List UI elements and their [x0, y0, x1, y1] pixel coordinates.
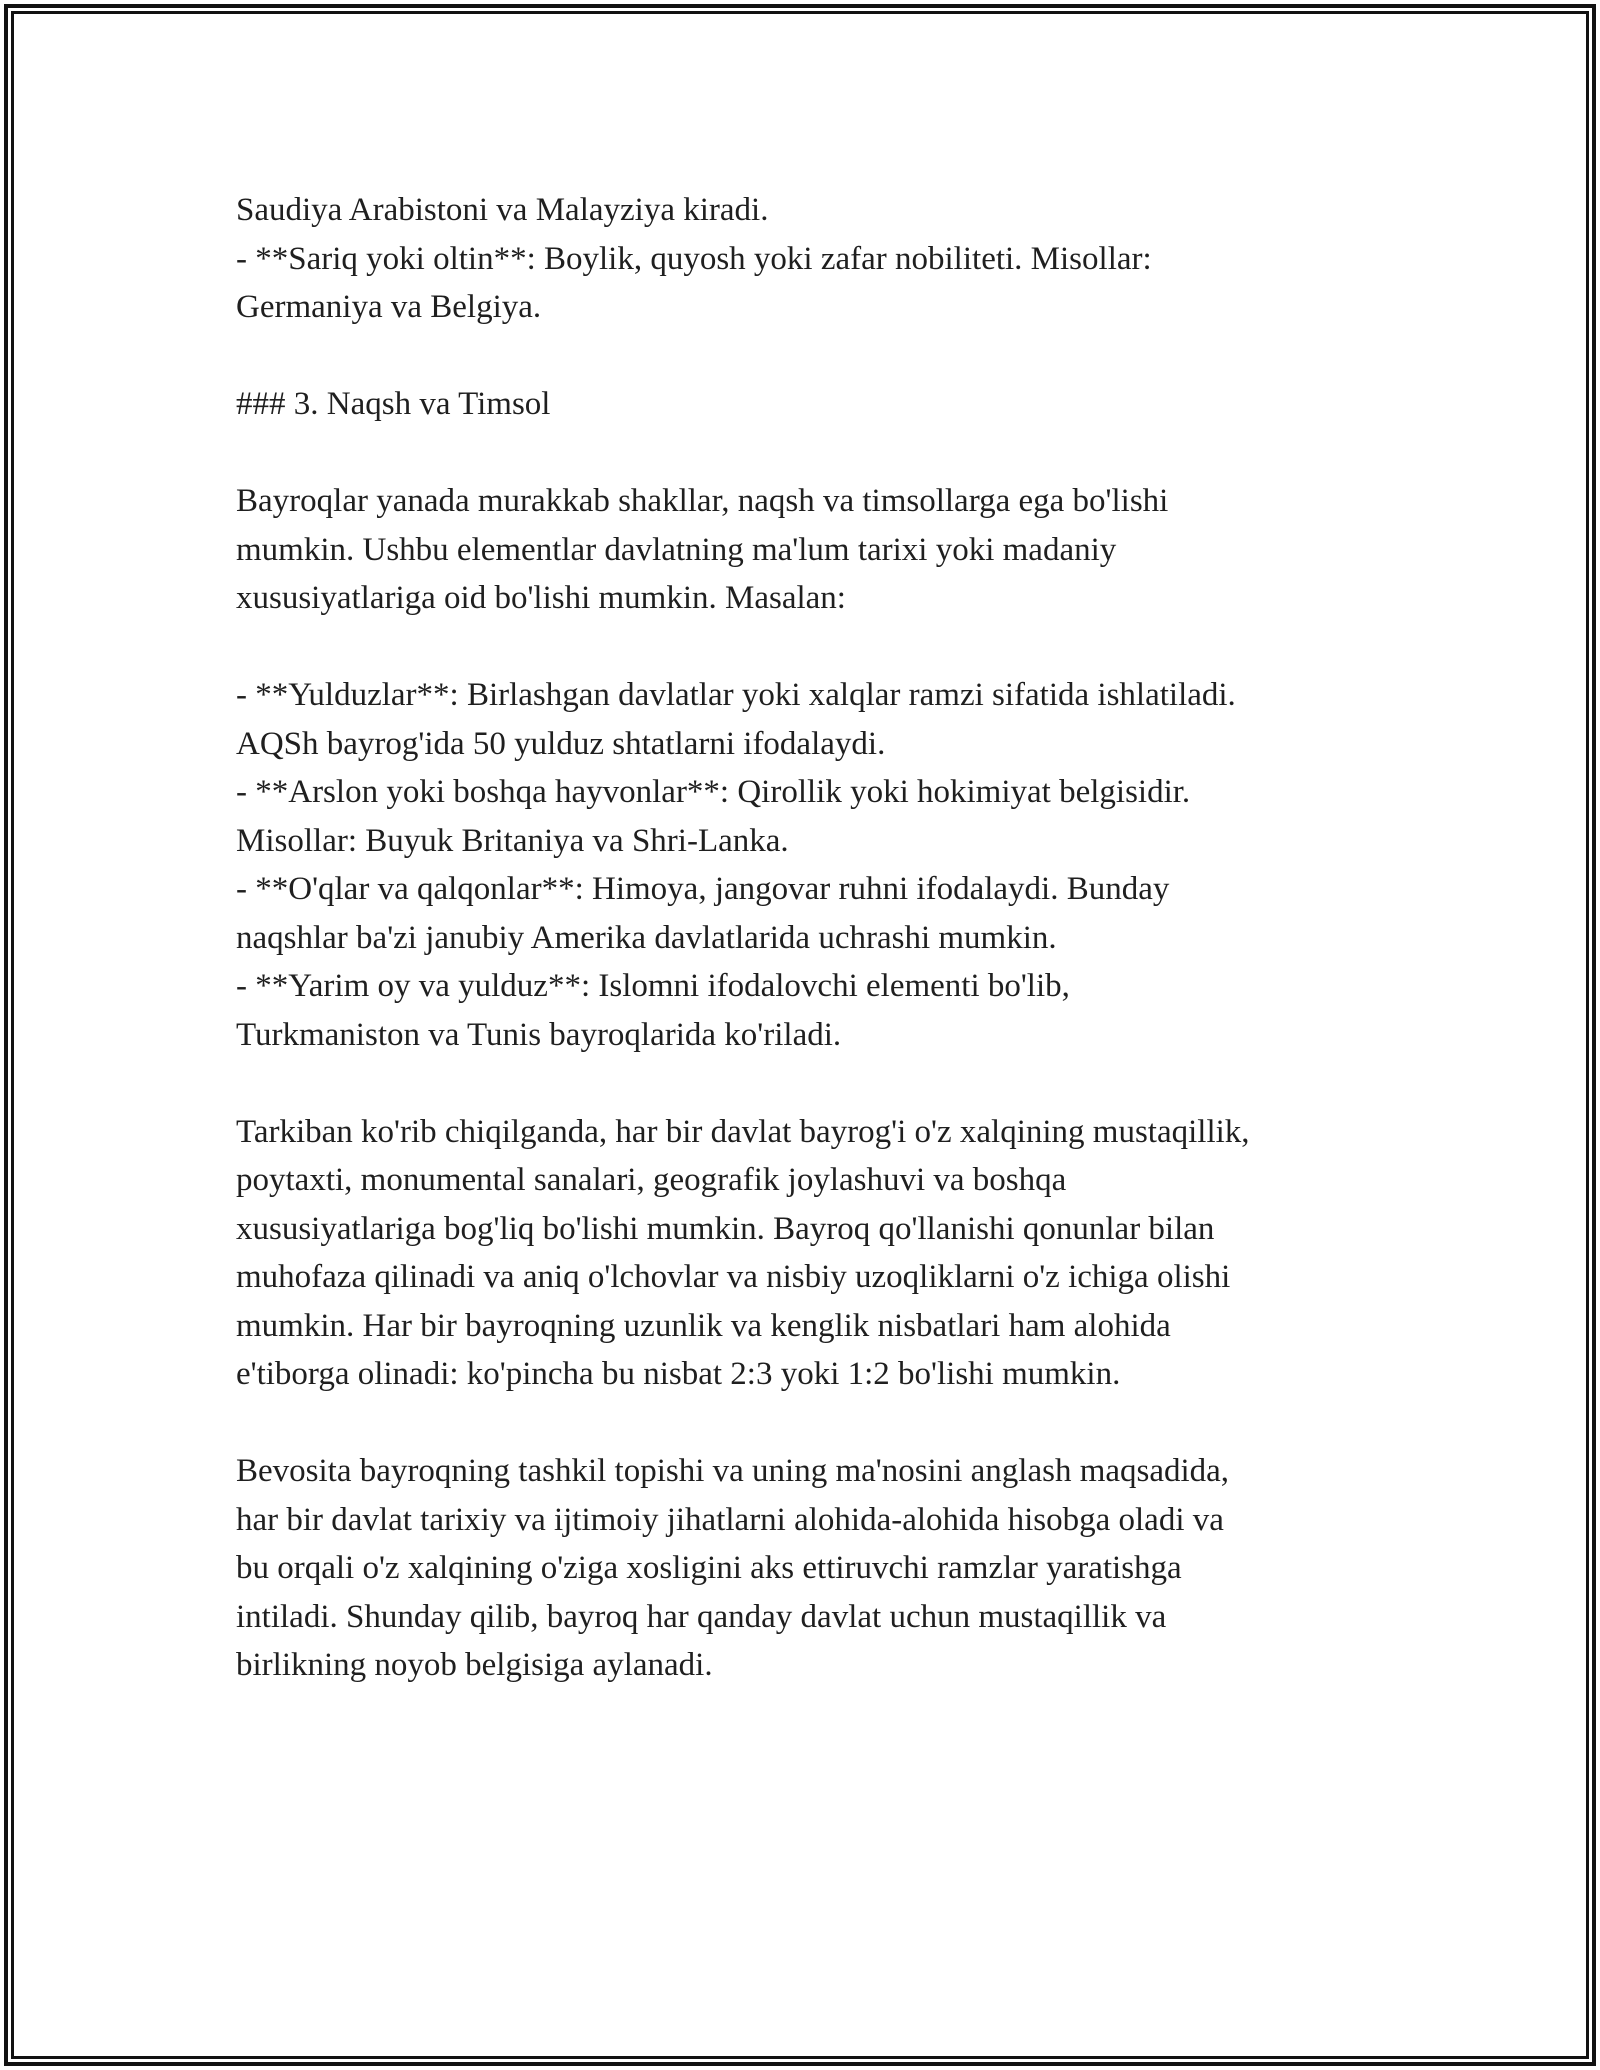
paragraph-line: Tarkiban ko'rib chiqilganda, har bir davlat bayrog'i o'z xalqining mustaqillik, — [236, 1113, 1250, 1150]
paragraph-line: xususiyatlariga oid bo'lishi mumkin. Masalan: — [236, 580, 846, 616]
paragraph-line: xususiyatlariga bog'liq bo'lishi mumkin. Bayroq qo'llanishi qonunlar bilan — [236, 1210, 1215, 1247]
paragraph-line: muhofaza qilinadi va aniq o'lchovlar va nisbiy uzoqliklarni o'z ichiga olishi — [236, 1259, 1231, 1295]
list-item-line: - **Arslon yoki boshqa hayvonlar**: Qirollik yoki hokimiyat belgisidir. — [236, 774, 1191, 810]
paragraph-line: e'tiborga olinadi: ko'pincha bu nisbat 2:3 yoki 1:2 bo'lishi mumkin. — [236, 1356, 1121, 1392]
list-item-line: Misollar: Buyuk Britaniya va Shri-Lanka. — [236, 822, 789, 859]
document-body — [236, 186, 1386, 1690]
list-item-line: naqshlar ba'zi janubiy Amerika davlatlarida uchrashi mumkin. — [236, 919, 1057, 956]
list-item-line: Turkmaniston va Tunis bayroqlarida ko'riladi. — [236, 1016, 842, 1053]
blank-line — [236, 1399, 1386, 1448]
paragraph-line: Bayroqlar yanada murakkab shakllar, naqsh va timsollarga ega bo'lishi — [236, 483, 1169, 519]
blank-line — [236, 1059, 1386, 1108]
section-heading: ### 3. Naqsh va Timsol — [236, 386, 551, 422]
list-item-line: - **Yarim oy va yulduz**: Islomni ifodalovchi elementi bo'lib, — [236, 968, 1070, 1004]
list-item-line: Germaniya va Belgiya. — [236, 289, 542, 325]
paragraph-line: poytaxti, monumental sanalari, geografik joylashuvi va boshqa — [236, 1162, 1067, 1198]
list-item-line: AQSh bayrog'ida 50 yulduz shtatlarni ifodalaydi. — [236, 725, 886, 762]
paragraph-line: har bir davlat tarixiy va ijtimoiy jihatlarni alohida-alohida hisobga oladi va — [236, 1501, 1224, 1538]
list-item-line: - **Sariq yoki oltin**: Boylik, quyosh yoki zafar nobiliteti. Misollar: — [236, 240, 1152, 277]
paragraph-line: bu orqali o'z xalqining o'ziga xosligini aks ettiruvchi ramzlar yaratishga — [236, 1550, 1182, 1586]
blank-line — [236, 429, 1386, 478]
paragraph-line: mumkin. Ushbu elementlar davlatning ma'lum tarixi yoki madaniy — [236, 531, 1117, 568]
list-item-line: - **Yulduzlar**: Birlashgan davlatlar yoki xalqlar ramzi sifatida ishlatiladi. — [236, 677, 1236, 713]
blank-line — [236, 623, 1386, 672]
blank-line — [236, 332, 1386, 381]
paragraph-line: intiladi. Shunday qilib, bayroq har qanday davlat uchun mustaqillik va — [236, 1598, 1167, 1635]
paragraph-line: Bevosita bayroqning tashkil topishi va uning ma'nosini anglash maqsadida, — [236, 1453, 1230, 1489]
paragraph-line: birlikning noyob belgisiga aylanadi. — [236, 1647, 713, 1683]
text-line: Saudiya Arabistoni va Malayziya kiradi. — [236, 192, 769, 228]
list-item-line: - **O'qlar va qalqonlar**: Himoya, jangovar ruhni ifodalaydi. Bunday — [236, 871, 1170, 907]
paragraph-line: mumkin. Har bir bayroqning uzunlik va kenglik nisbatlari ham alohida — [236, 1307, 1171, 1344]
